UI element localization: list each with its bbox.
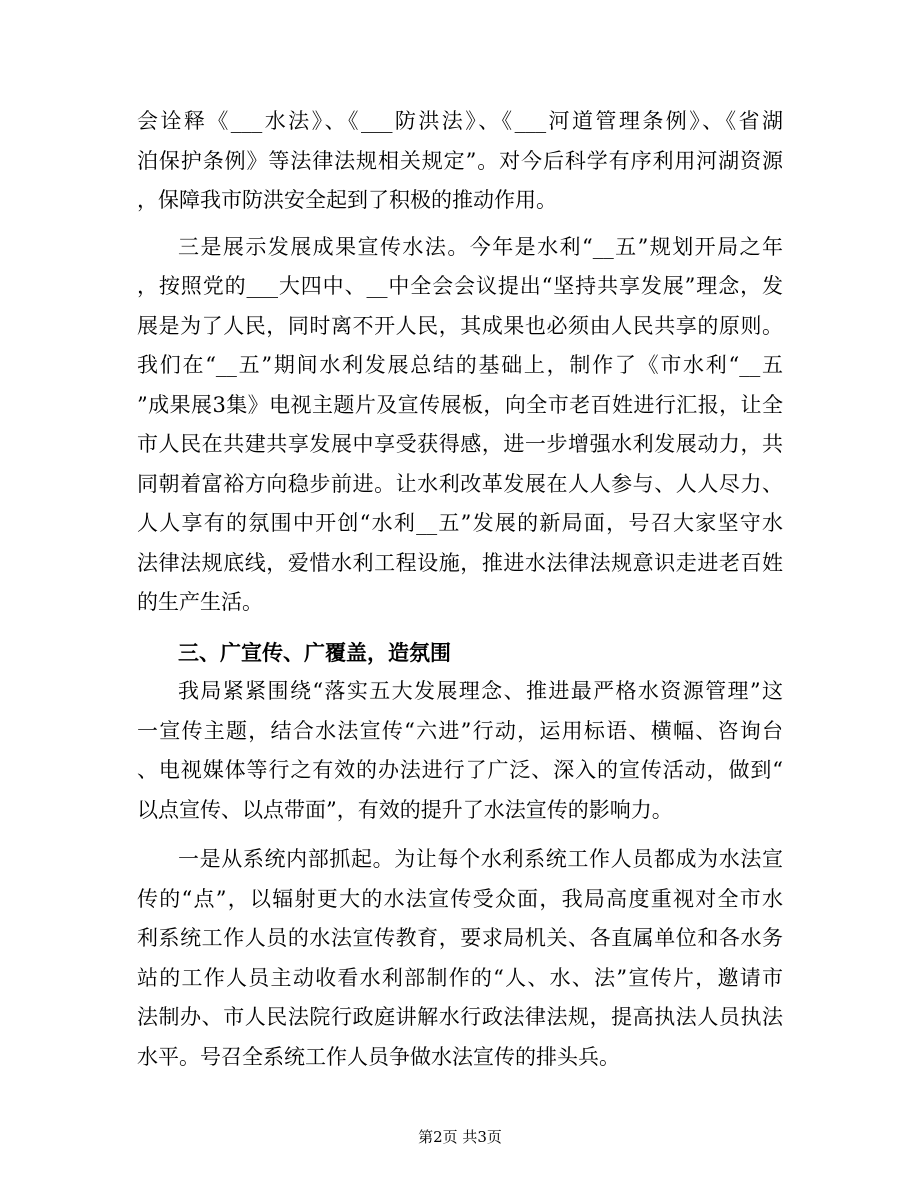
- text-line: 、电视媒体等行之有效的办法进行了广泛、深入的宣传活动，做到“: [137, 758, 783, 782]
- paragraph-continuation: [137, 102, 783, 221]
- text-line: 展是为了人民，同时离不开人民，其成果也必须由人民共享的原则。: [137, 313, 783, 338]
- page-footer: [0, 1127, 920, 1147]
- text-line: 传的“点”，以辐射更大的水法宣传受众面，我局高度重视对全市水: [137, 886, 783, 911]
- text-line: 利系统工作人员的水法宣传教育，要求局机关、各直属单位和各水务: [137, 926, 783, 950]
- text-line: 水平。号召全系统工作人员争做水法宣传的排头兵。: [137, 1044, 620, 1069]
- paragraph-point-one: [137, 840, 783, 1077]
- text-line: 三是展示发展成果宣传水法。今年是水利“__五”规划开局之年: [178, 234, 783, 259]
- text-line: 同朝着富裕方向稳步前进。让水利改革发展在人人参与、人人尽力、: [137, 471, 783, 496]
- text-line: 以点宣传、以点带面”，有效的提升了水法宣传的影响力。: [137, 797, 673, 822]
- text-line: 泊保护条例》等法律法规相关规定”。对今后科学有序利用河湖资源: [137, 148, 783, 173]
- text-line: 一是从系统内部抓起。为让每个水利系统工作人员都成为水法宣: [178, 847, 783, 871]
- paragraph-section-intro: [137, 672, 783, 830]
- text-line: 市人民在共建共享发展中享受获得感，进一步增强水利发展动力，共: [137, 432, 783, 456]
- text-line: 站的工作人员主动收看水利部制作的“人、水、法”宣传片，邀请市: [137, 965, 783, 990]
- section-heading-text: 三、广宣传、广覆盖，造氛围: [178, 639, 451, 665]
- text-line: 的生产生活。: [137, 590, 263, 614]
- text-line: ，按照党的___大四中、__中全会会议提出“坚持共享发展”理念，发: [137, 274, 783, 298]
- paragraph-point-three: [137, 228, 783, 623]
- text-line: 一宣传主题，结合水法宣传“六进”行动，运用标语、横幅、咨询台: [137, 718, 783, 743]
- page-number-label: 第2页 共3页: [418, 1128, 502, 1146]
- section-heading: [137, 633, 783, 673]
- text-line: 会诠释《___水法》、《___防洪法》、《___河道管理条例》、《省湖: [137, 109, 783, 133]
- text-line: 我们在“__五”期间水利发展总结的基础上，制作了《市水利“__五: [137, 353, 783, 377]
- text-line: 法制办、市人民法院行政庭讲解水行政法律法规，提高执法人员执法: [137, 1005, 783, 1029]
- text-line: ，保障我市防洪安全起到了积极的推动作用。: [137, 188, 557, 212]
- text-line: 法律法规底线，爱惜水利工程设施，推进水法律法规意识走进老百姓: [137, 550, 783, 575]
- text-line: ”成果展3集》电视主题片及宣传展板，向全市老百姓进行汇报，让全: [137, 392, 783, 417]
- text-line: 我局紧紧围绕“落实五大发展理念、推进最严格水资源管理”这: [178, 679, 783, 703]
- document-body: [137, 102, 783, 1077]
- text-line: 人人享有的氛围中开创“水利__五”发展的新局面，号召大家坚守水: [137, 511, 783, 535]
